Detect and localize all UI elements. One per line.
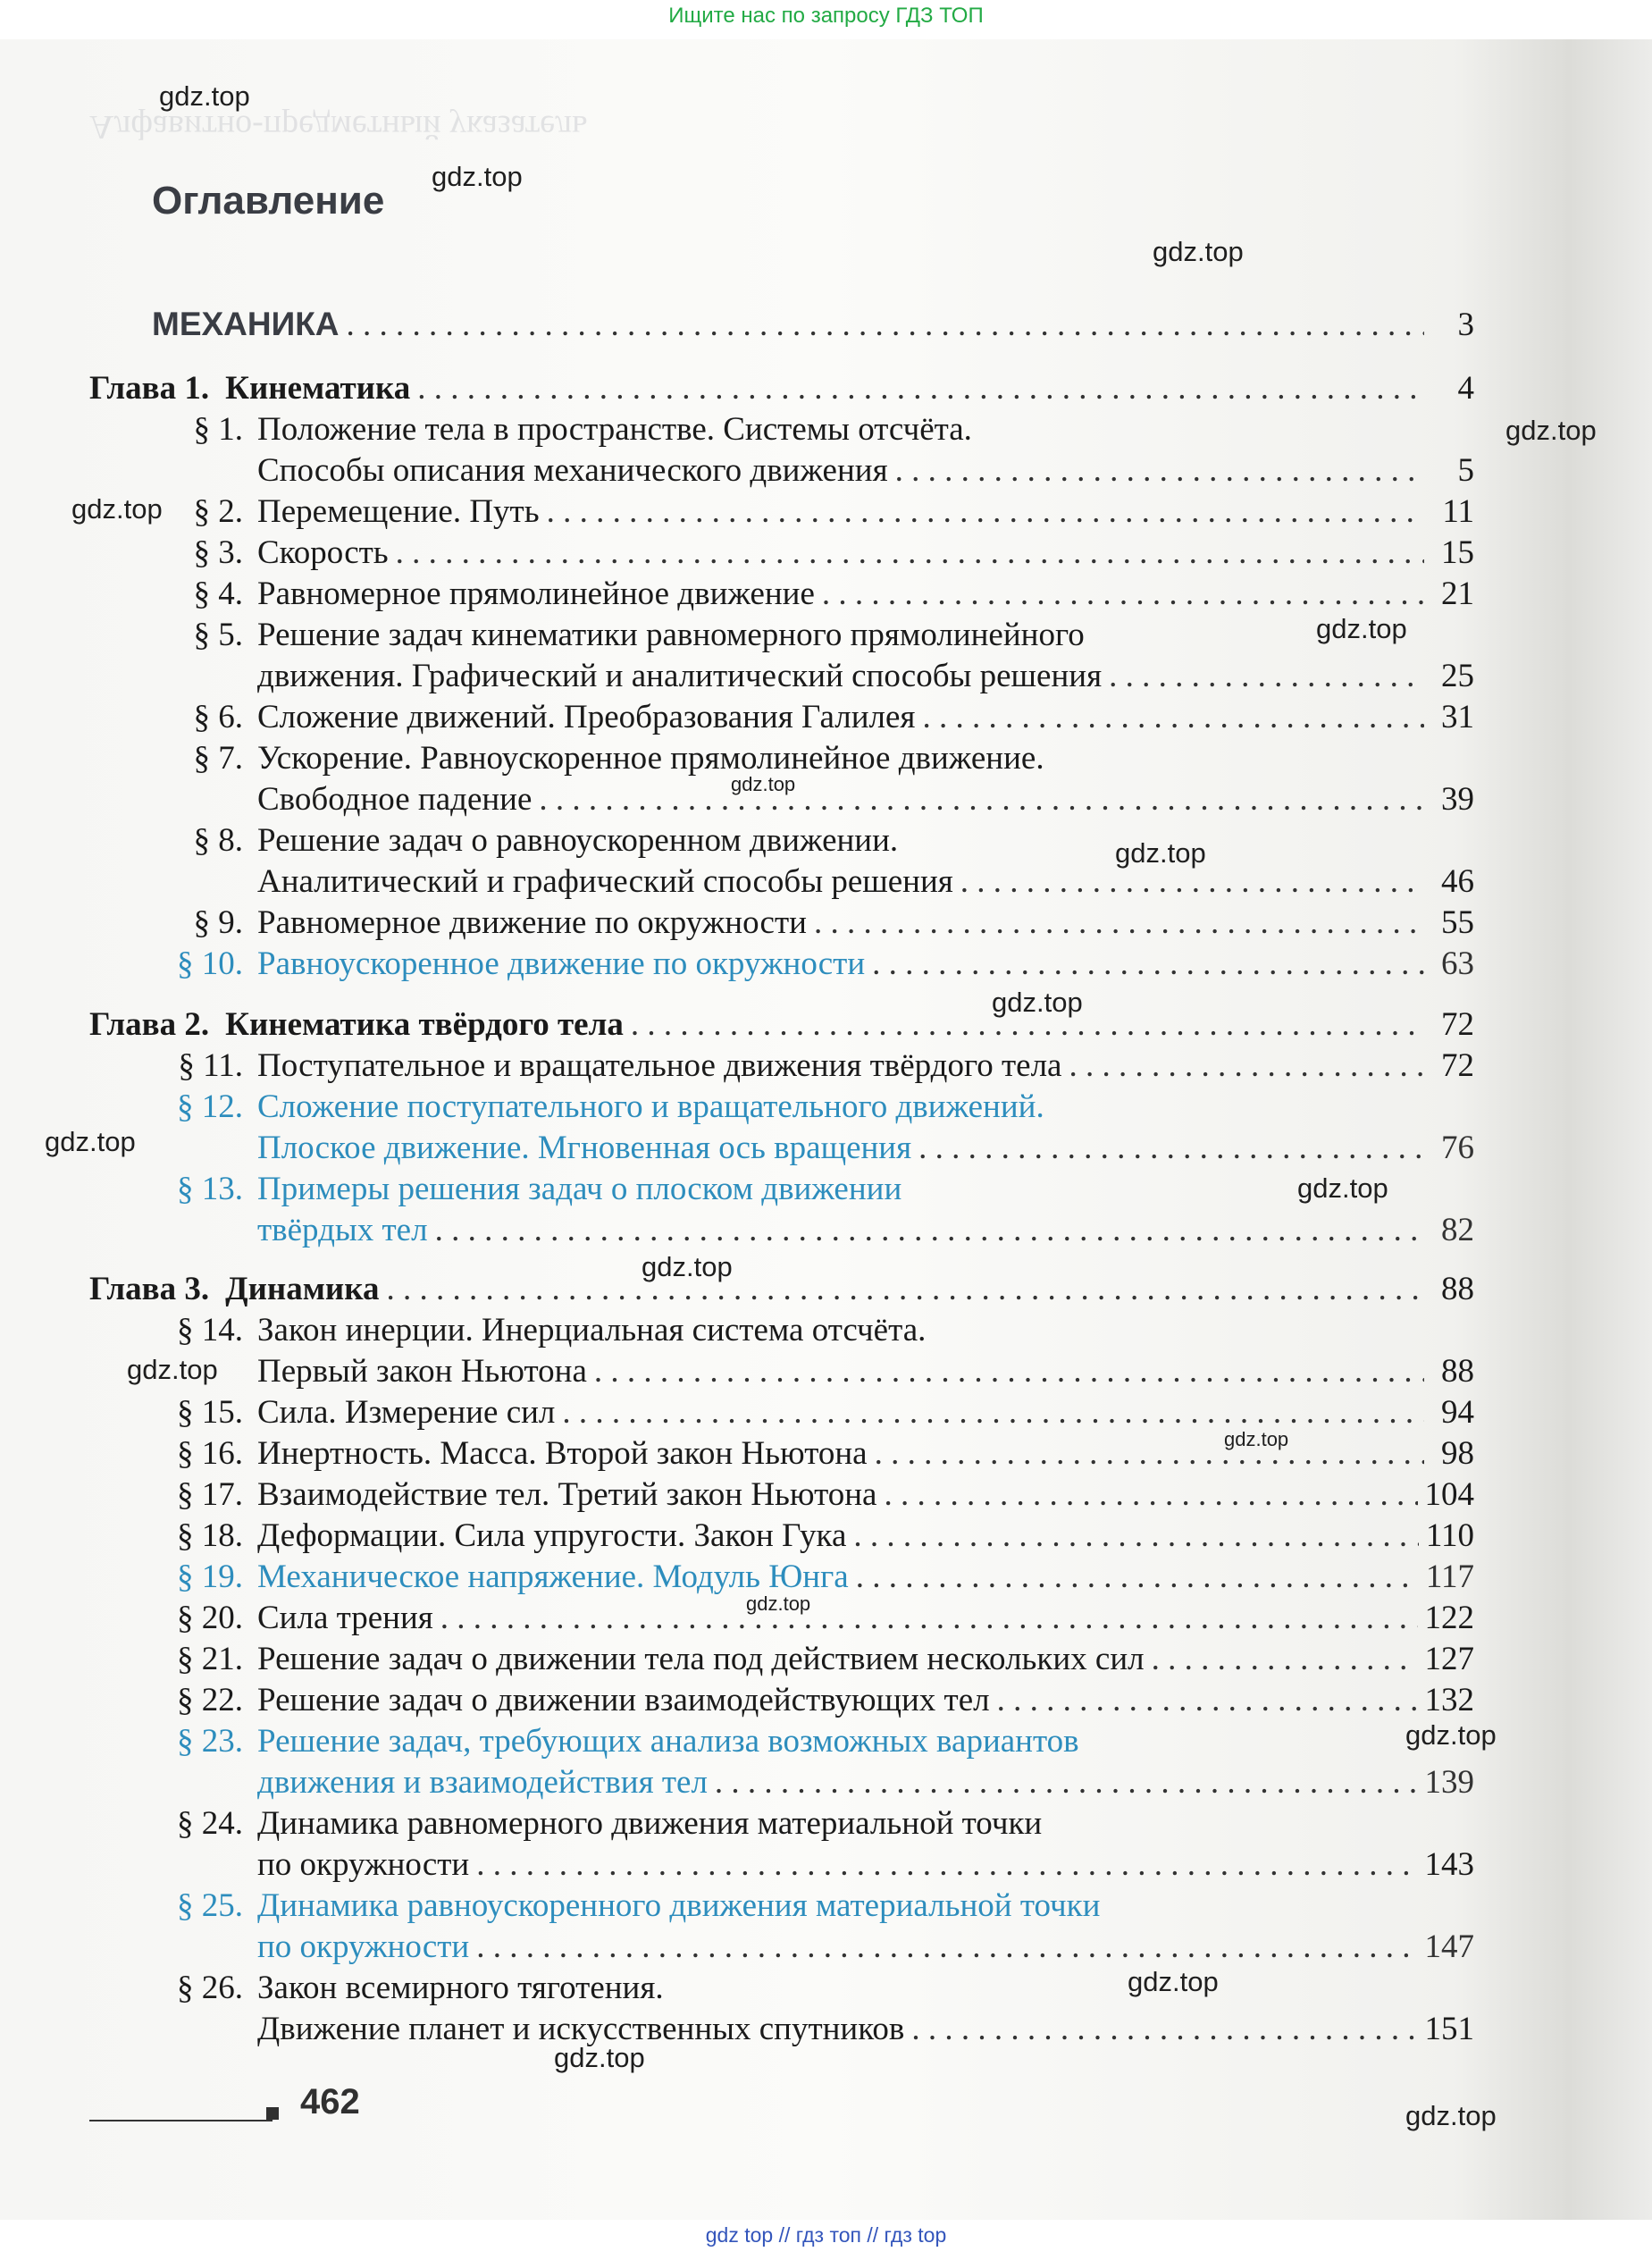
toc-entry-row <box>89 1310 1474 1351</box>
toc-entry-title: Ускорение. Равноускоренное прямолинейное движение. <box>257 740 1044 777</box>
toc-entry-page: 117 <box>1425 1558 1474 1595</box>
toc-entry-title: Поступательное и вращательное движения твёрдого тела <box>257 1047 1062 1084</box>
top-banner[interactable]: Ищите нас по запросу ГДЗ ТОП <box>668 4 984 28</box>
leader-dots <box>822 574 1424 615</box>
toc-entry-number: § 17. <box>177 1476 243 1513</box>
toc-entry-number: Глава 1. <box>89 370 210 407</box>
leader-dots <box>872 944 1424 985</box>
leader-dots <box>715 1762 1418 1803</box>
leader-dots <box>895 450 1424 491</box>
toc-entry-title: Кинематика твёрдого тела <box>225 1006 624 1043</box>
toc-entry-number: Глава 2. <box>89 1006 210 1043</box>
toc-entry-number: § 15. <box>177 1394 243 1431</box>
toc-entry-page: 82 <box>1441 1212 1474 1248</box>
watermark-text: gdz.top <box>1505 415 1597 446</box>
leader-dots <box>1152 1639 1418 1680</box>
watermark-text: gdz.top <box>992 987 1083 1018</box>
toc-entry-title: Движение планет и искусственных спутников <box>257 2011 905 2047</box>
toc-entry-page: 72 <box>1441 1006 1474 1043</box>
toc-entry-page: 39 <box>1441 781 1474 818</box>
watermark-text: gdz.top <box>1153 236 1244 267</box>
watermark-text: gdz.top <box>1128 1966 1219 1997</box>
toc-entry-page: 132 <box>1424 1682 1474 1718</box>
leader-dots <box>1069 1046 1424 1087</box>
leader-dots <box>417 368 1424 409</box>
toc-entry-title: Решение задач о равноускоренном движении. <box>257 822 899 859</box>
toc-entry-row <box>89 820 1474 861</box>
toc-entry-row <box>89 697 1474 738</box>
toc-entry-title: Примеры решения задач о плоском движении <box>257 1171 902 1207</box>
toc-entry-title: Решение задач о движении взаимодействующих тел <box>257 1682 990 1718</box>
toc-entry-row <box>89 1128 1474 1169</box>
toc-entry-title: Сложение поступательного и вращательного движений. <box>257 1088 1044 1125</box>
toc-entry-number: § 26. <box>177 1970 243 2006</box>
toc-entry-row <box>89 2009 1474 2050</box>
toc-entry-page: 151 <box>1424 2011 1474 2047</box>
toc-entry-row <box>89 1968 1474 2009</box>
toc-entry-row <box>89 1516 1474 1557</box>
toc-entry-title: Решение задач о движении тела под действием нескольких сил <box>257 1641 1145 1677</box>
leader-dots <box>476 1927 1417 1968</box>
toc-entry-page: 127 <box>1424 1641 1474 1677</box>
section-heading: МЕХАНИКА <box>152 306 340 342</box>
leader-dots <box>347 305 1424 346</box>
leader-dots <box>997 1680 1418 1721</box>
toc-entry-title: движения и взаимодействия тел <box>257 1764 708 1801</box>
leader-dots <box>922 697 1424 738</box>
watermark-text: gdz.top <box>731 773 796 795</box>
toc-entry-title: Решение задач, требующих анализа возможных вариантов <box>257 1723 1079 1760</box>
toc-entry-page: 139 <box>1424 1764 1474 1801</box>
toc-entry-row <box>89 1721 1474 1762</box>
toc-entry-number: § 5. <box>193 617 243 653</box>
toc-entry-page: 25 <box>1441 658 1474 694</box>
toc-chapter-row <box>89 1004 1474 1046</box>
toc-entry-title: Закон всемирного тяготения. <box>257 1970 664 2006</box>
toc-entry-number: § 3. <box>193 534 243 571</box>
toc-entry-row <box>89 1803 1474 1844</box>
leader-dots <box>853 1516 1418 1557</box>
toc-entry-page: 94 <box>1441 1394 1474 1431</box>
toc-entry-title: Перемещение. Путь <box>257 493 540 530</box>
bottom-banner[interactable]: gdz top // гдз топ // гдз top <box>705 2223 947 2247</box>
toc-entry-row <box>89 1087 1474 1128</box>
watermark-text: gdz.top <box>1115 837 1206 869</box>
toc-entry-row <box>89 1474 1474 1516</box>
toc-entry-page: 88 <box>1441 1271 1474 1307</box>
toc-chapter-row <box>89 368 1474 409</box>
leader-dots <box>911 2009 1417 2050</box>
toc-entry-row <box>89 615 1474 656</box>
watermark-text: gdz.top <box>432 161 523 192</box>
toc-entry-title: Равномерное движение по окружности <box>257 904 807 941</box>
watermark-text: gdz.top <box>1297 1172 1388 1204</box>
watermark-text: gdz.top <box>45 1126 136 1157</box>
toc-entry-page: 11 <box>1442 493 1474 530</box>
toc-entry-title: Динамика равноускоренного движения материальной точки <box>257 1887 1101 1924</box>
toc-entry-title: движения. Графический и аналитический способы решения <box>257 658 1103 694</box>
watermark-text: gdz.top <box>746 1592 811 1615</box>
toc-entry-row <box>89 1046 1474 1087</box>
toc-entry-page: 72 <box>1441 1047 1474 1084</box>
toc-entry-title: Инертность. Масса. Второй закон Ньютона <box>257 1435 868 1472</box>
toc-entry-title: Механическое напряжение. Модуль Юнга <box>257 1558 849 1595</box>
toc-entry-number: § 1. <box>193 411 243 448</box>
toc-entry-page: 46 <box>1441 863 1474 900</box>
leader-dots <box>875 1433 1424 1474</box>
toc-entry-row <box>89 450 1474 491</box>
toc-entry-title: по окружности <box>257 1928 470 1965</box>
toc-entry-row <box>89 533 1474 574</box>
toc-entry-number: § 14. <box>177 1312 243 1348</box>
toc-entry-row <box>89 1680 1474 1721</box>
toc-entry-number: § 10. <box>177 945 243 982</box>
toc-entry-title: Плоское движение. Мгновенная ось вращения <box>257 1130 912 1166</box>
toc-entry-page: 76 <box>1441 1130 1474 1166</box>
toc-entry-number: § 4. <box>193 576 243 612</box>
toc-entry-number: Глава 3. <box>89 1271 210 1307</box>
toc-entry-number: § 18. <box>177 1517 243 1554</box>
toc-entry-title: Первый закон Ньютона <box>257 1353 587 1390</box>
toc-entry-number: § 7. <box>193 740 243 777</box>
leader-dots <box>440 1598 1418 1639</box>
toc-entry-title: Сила трения <box>257 1600 433 1636</box>
toc-entry-title: Взаимодействие тел. Третий закон Ньютона <box>257 1476 877 1513</box>
bleed-through-text: Алфавитно-предметный указатель <box>89 108 588 146</box>
toc-entry-row <box>89 1844 1474 1886</box>
toc-entry-number: § 16. <box>177 1435 243 1472</box>
toc-entry-row <box>89 574 1474 615</box>
leader-dots <box>476 1844 1417 1886</box>
watermark-text: gdz.top <box>127 1354 218 1385</box>
toc-entry-page: 98 <box>1441 1435 1474 1472</box>
watermark-text: gdz.top <box>1316 613 1407 644</box>
toc-entry-title: твёрдых тел <box>257 1212 428 1248</box>
toc-entry-row <box>89 903 1474 944</box>
toc-entry-number: § 19. <box>177 1558 243 1595</box>
leader-dots <box>856 1557 1419 1598</box>
leader-dots <box>814 903 1424 944</box>
toc-entry-title: Скорость <box>257 534 389 571</box>
leader-dots <box>547 491 1424 533</box>
watermark-text: gdz.top <box>71 493 163 525</box>
toc-entry-row <box>89 944 1474 985</box>
toc-entry-page: 110 <box>1425 1517 1474 1554</box>
leader-dots <box>594 1351 1424 1392</box>
toc-entry-row <box>89 1351 1474 1392</box>
toc-entry-page: 147 <box>1424 1928 1474 1965</box>
leader-dots <box>884 1474 1417 1516</box>
toc-entry-number: § 9. <box>193 904 243 941</box>
toc-entry-row <box>89 656 1474 697</box>
toc-entry-row <box>89 409 1474 450</box>
toc-entry-row <box>89 861 1474 903</box>
toc-entry-row <box>89 1927 1474 1968</box>
watermark-text: gdz.top <box>1405 2100 1497 2131</box>
leader-dots <box>386 1269 1424 1310</box>
toc-entry-number: § 12. <box>177 1088 243 1125</box>
toc-entry-title: по окружности <box>257 1846 470 1883</box>
toc-entry-number: § 25. <box>177 1887 243 1924</box>
toc-entry-page: 88 <box>1441 1353 1474 1390</box>
toc-entry-page: 143 <box>1424 1846 1474 1883</box>
section-page: 3 <box>1457 307 1474 343</box>
toc-entry-title: Закон инерции. Инерциальная система отсчёта. <box>257 1312 927 1348</box>
toc-entry-page: 122 <box>1424 1600 1474 1636</box>
toc-entry-title: Положение тела в пространстве. Системы отсчёта. <box>257 411 972 448</box>
toc-entry-page: 4 <box>1457 370 1474 407</box>
toc-entry-row <box>89 491 1474 533</box>
leader-dots <box>435 1210 1424 1251</box>
toc-entry-row <box>89 1210 1474 1251</box>
toc-entry-number: § 23. <box>177 1723 243 1760</box>
toc-entry-number: § 24. <box>177 1805 243 1842</box>
page-number: 462 <box>300 2082 360 2121</box>
toc-entry-title: Свободное падение <box>257 781 532 818</box>
toc-entry-page: 104 <box>1424 1476 1474 1513</box>
toc-entry-number: § 20. <box>177 1600 243 1636</box>
watermark-text: gdz.top <box>1224 1428 1289 1450</box>
page-title: Оглавление <box>152 179 385 223</box>
toc-entry-page: 5 <box>1457 452 1474 489</box>
toc-entry-title: Сила. Измерение сил <box>257 1394 556 1431</box>
toc-entry-title: Динамика <box>225 1271 380 1307</box>
leader-dots <box>918 1128 1424 1169</box>
toc-entry-title: Аналитический и графический способы решения <box>257 863 953 900</box>
toc-entry-page: 55 <box>1441 904 1474 941</box>
toc-entry-row <box>89 1762 1474 1803</box>
watermark-text: gdz.top <box>642 1251 733 1282</box>
toc-entry-page: 63 <box>1441 945 1474 982</box>
toc-entry-title: Равноускоренное движение по окружности <box>257 945 866 982</box>
watermark-text: gdz.top <box>554 2042 645 2073</box>
toc-entry-title: Динамика равномерного движения материальной точки <box>257 1805 1043 1842</box>
leader-dots <box>562 1392 1424 1433</box>
toc-entry-title: Равномерное прямолинейное движение <box>257 576 815 612</box>
toc-entry-number: § 13. <box>177 1171 243 1207</box>
toc-entry-title: Способы описания механического движения <box>257 452 888 489</box>
toc-entry-row <box>89 1639 1474 1680</box>
leader-dots <box>539 779 1424 820</box>
toc-entry-page: 31 <box>1441 699 1474 735</box>
toc-entry-title: Сложение движений. Преобразования Галилея <box>257 699 916 735</box>
toc-entry-number: § 22. <box>177 1682 243 1718</box>
footer-marker <box>266 2107 279 2120</box>
toc-chapter-row <box>89 1269 1474 1310</box>
toc-entry-title: Решение задач кинематики равномерного прямолинейного <box>257 617 1085 653</box>
leader-dots <box>1109 656 1424 697</box>
toc-entry-number: § 2. <box>193 493 243 530</box>
toc-entry-number: § 11. <box>178 1047 243 1084</box>
toc-entry-page: 15 <box>1441 534 1474 571</box>
leader-dots <box>396 533 1424 574</box>
toc-entry-number: § 8. <box>193 822 243 859</box>
toc-entry-row <box>89 1886 1474 1927</box>
watermark-text: gdz.top <box>1405 1719 1497 1751</box>
toc-entry-row <box>89 1169 1474 1210</box>
toc-entry-title: Деформации. Сила упругости. Закон Гука <box>257 1517 847 1554</box>
toc-entry-number: § 21. <box>177 1641 243 1677</box>
toc-entry-title: Кинематика <box>225 370 411 407</box>
footer-rule <box>89 2120 273 2121</box>
watermark-text: gdz.top <box>159 80 250 112</box>
toc-entry-page: 21 <box>1441 576 1474 612</box>
toc-entry-number: § 6. <box>193 699 243 735</box>
section-heading-row <box>152 304 1474 345</box>
